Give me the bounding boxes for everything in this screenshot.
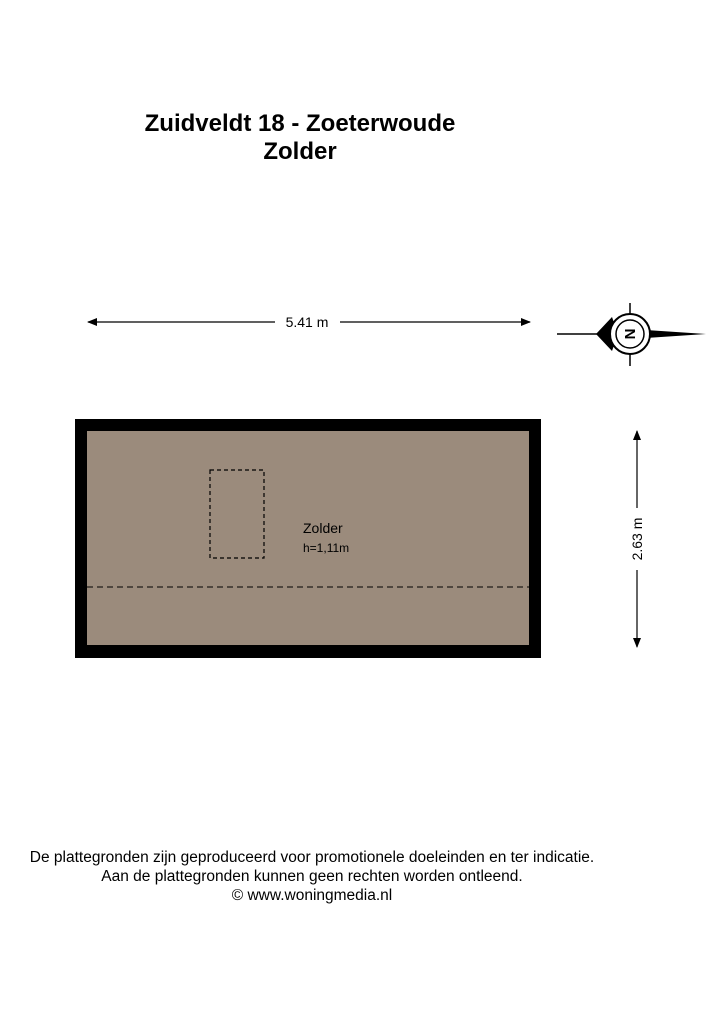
room-name: Zolder	[303, 520, 343, 536]
width-label: 5.41 m	[285, 314, 329, 330]
copyright-line: © www.woningmedia.nl	[231, 887, 393, 904]
page-title: Zuidveldt 18 - Zoeterwoude	[144, 110, 456, 137]
disclaimer-line-2: Aan de plattegronden kunnen geen rechten worden ontleend.	[101, 868, 523, 885]
disclaimer-line-1: De plattegronden zijn geproduceerd voor promotionele doeleinden en ter indicatie.	[29, 849, 595, 866]
depth-dimension	[629, 431, 645, 647]
floor-title: Zolder	[263, 138, 337, 165]
north-arrow-icon	[557, 303, 706, 366]
compass-letter: N	[622, 328, 639, 340]
room-height: h=1,11m	[303, 541, 350, 555]
width-dimension	[88, 314, 530, 330]
room-zolder	[75, 419, 541, 658]
depth-label: 2.63 m	[629, 517, 645, 561]
